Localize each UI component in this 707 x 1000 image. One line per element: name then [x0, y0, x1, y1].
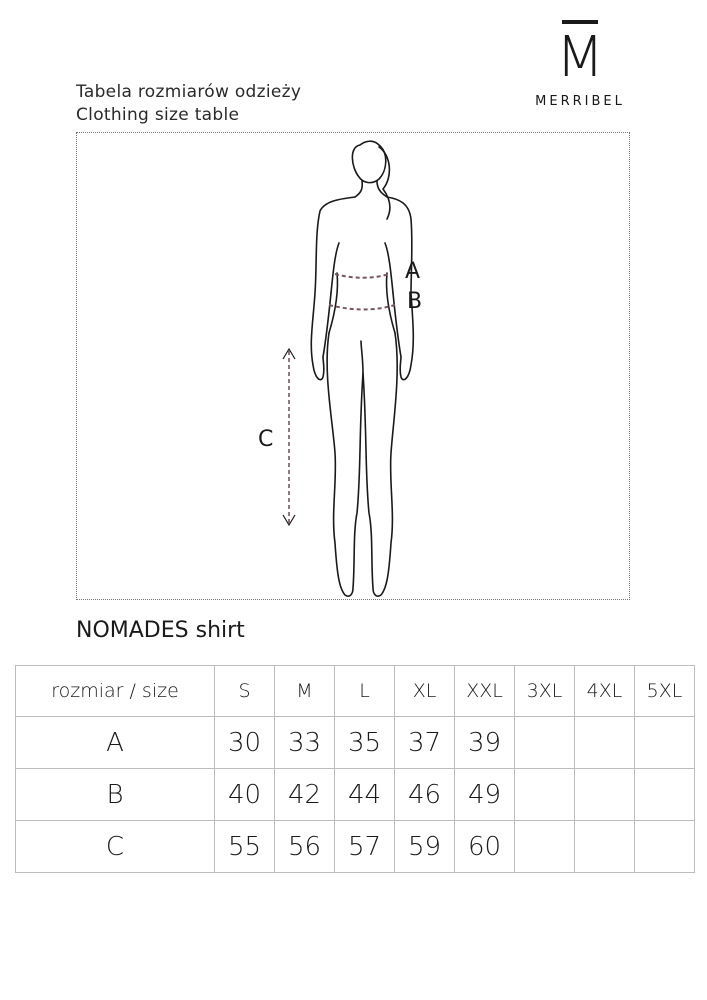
size-header-label: rozmiar / size: [16, 666, 215, 717]
size-header-cell: 5XL: [635, 666, 695, 717]
table-row: [16, 717, 695, 769]
size-header-cell: S: [215, 666, 275, 717]
measurement-cell: [575, 769, 635, 821]
row-label: A: [16, 717, 215, 769]
measurement-cell: [575, 717, 635, 769]
measurement-cell: 37: [395, 717, 455, 769]
title-english: Clothing size table: [76, 105, 240, 125]
size-header-cell: 3XL: [515, 666, 575, 717]
measurement-cell: 42: [275, 769, 335, 821]
product-name: NOMADES shirt: [76, 618, 245, 643]
measurement-cell: [515, 821, 575, 873]
measurement-cell: 44: [335, 769, 395, 821]
measurement-cell: 59: [395, 821, 455, 873]
measurement-cell: 39: [455, 717, 515, 769]
row-label: B: [16, 769, 215, 821]
measurement-cell: 46: [395, 769, 455, 821]
label-a: A: [405, 259, 421, 284]
measurement-cell: [515, 769, 575, 821]
measurement-cell: [635, 717, 695, 769]
label-c: C: [258, 427, 274, 452]
table-row: [16, 821, 695, 873]
measurement-cell: 49: [455, 769, 515, 821]
size-header-cell: M: [275, 666, 335, 717]
measurement-cell: 35: [335, 717, 395, 769]
measurement-cell: 30: [215, 717, 275, 769]
measurement-cell: 40: [215, 769, 275, 821]
measurement-cell: [635, 769, 695, 821]
label-b: B: [407, 289, 423, 314]
size-table: [15, 665, 695, 873]
measurement-cell: [575, 821, 635, 873]
measurement-cell: 33: [275, 717, 335, 769]
table-row: [16, 769, 695, 821]
body-silhouette-illustration: [77, 133, 631, 601]
row-label: C: [16, 821, 215, 873]
measurement-cell: 55: [215, 821, 275, 873]
measurement-cell: 57: [335, 821, 395, 873]
measurement-cell: [635, 821, 695, 873]
size-header-cell: XL: [395, 666, 455, 717]
size-header-cell: 4XL: [575, 666, 635, 717]
size-header-cell: XXL: [455, 666, 515, 717]
logo-bar: [562, 20, 598, 24]
measurement-cell: [515, 717, 575, 769]
figure-panel: [76, 132, 630, 600]
brand-logo: [520, 14, 640, 114]
size-header-cell: L: [335, 666, 395, 717]
logo-mark: M: [555, 25, 605, 90]
measurement-cell: 60: [455, 821, 515, 873]
title-polish: Tabela rozmiarów odzieży: [76, 82, 302, 102]
brand-name: MERRIBEL: [535, 94, 625, 109]
measurement-cell: 56: [275, 821, 335, 873]
size-table-header-row: [16, 666, 695, 717]
